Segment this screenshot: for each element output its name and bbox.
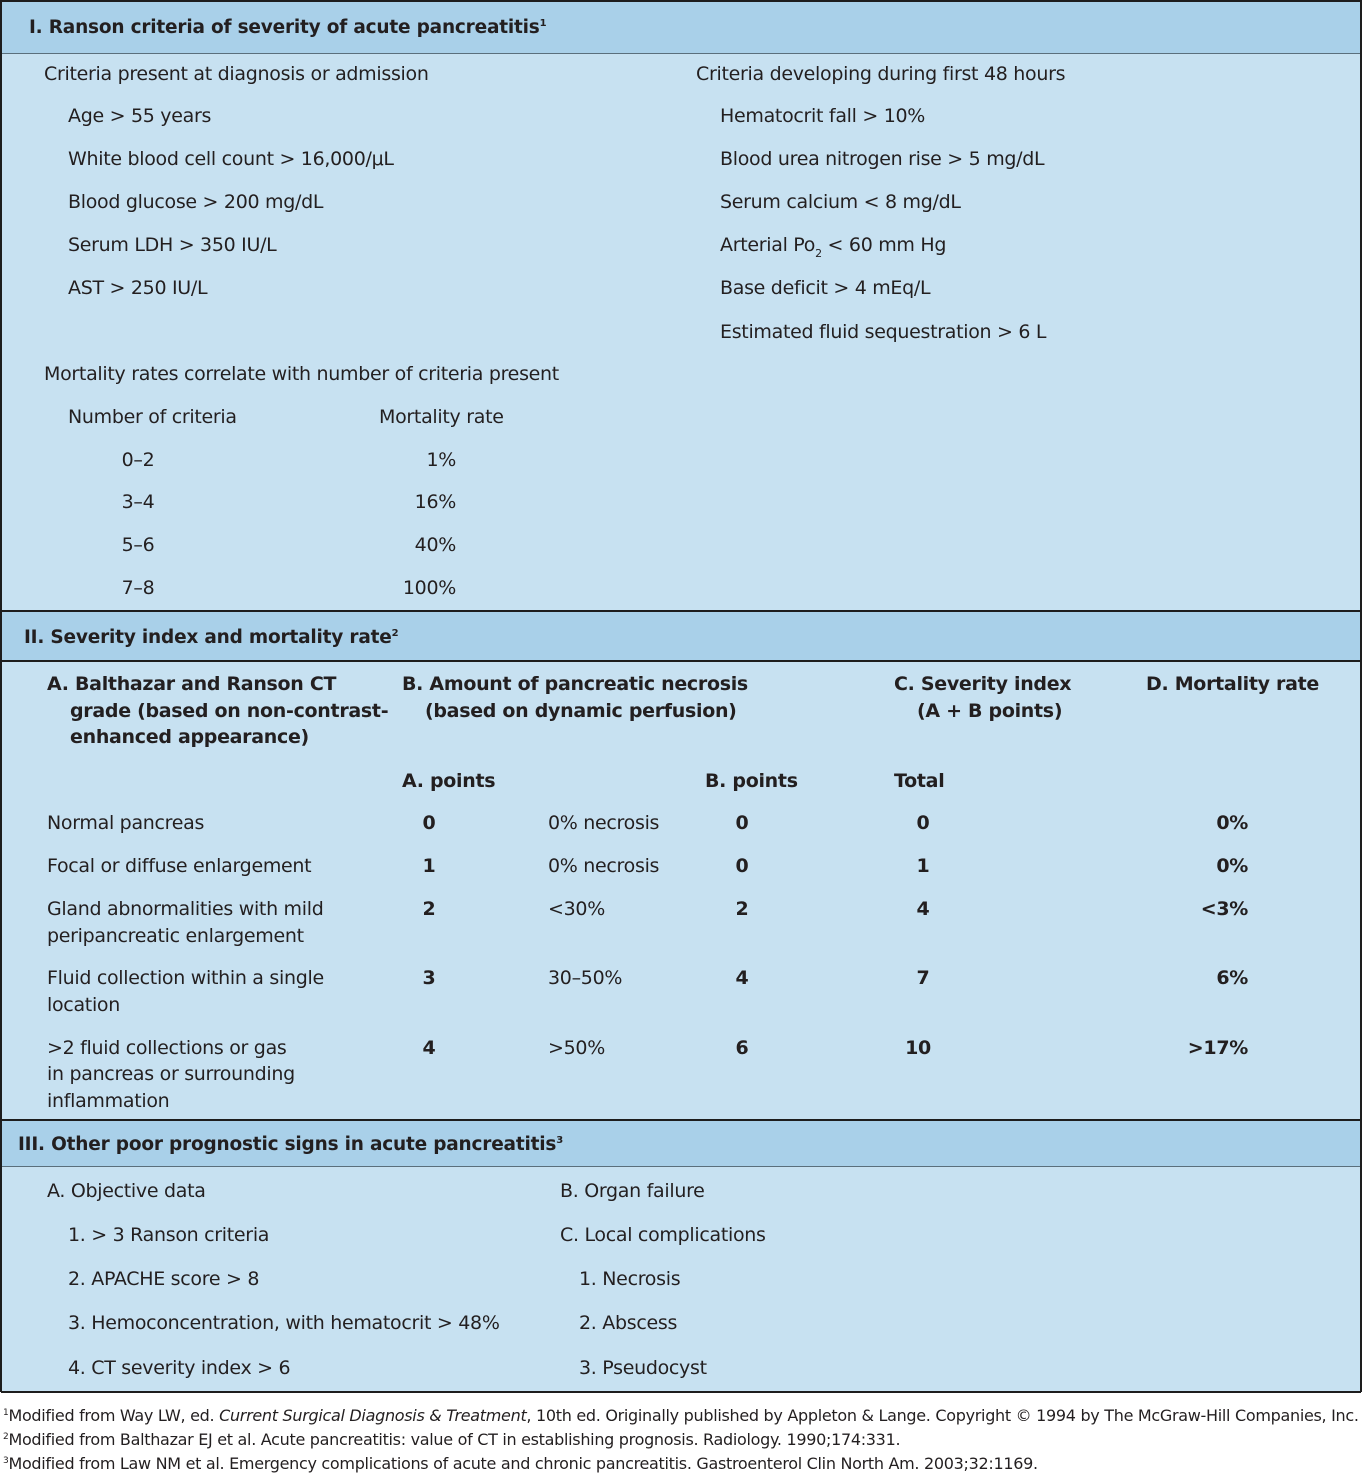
b-points-value: 0 bbox=[735, 812, 749, 834]
severity-total-value: 4 bbox=[916, 898, 930, 920]
subheader-b-points: B. points bbox=[705, 770, 798, 792]
48h-criterion: Blood urea nitrogen rise > 5 mg/dL bbox=[720, 148, 1045, 170]
ct-grade-label-cont: inflammation bbox=[47, 1090, 170, 1112]
ct-grade-label: >2 fluid collections or gas bbox=[47, 1037, 287, 1059]
ct-grade-label: Fluid collection within a single bbox=[47, 967, 324, 989]
mortality-value: >17% bbox=[1187, 1037, 1248, 1059]
col-b-header-line1: B. Amount of pancreatic necrosis bbox=[402, 673, 748, 695]
col-c-header-line2: (A + B points) bbox=[917, 700, 1063, 722]
mortality-value: <3% bbox=[1200, 898, 1248, 920]
organ-failure-heading: B. Organ failure bbox=[560, 1180, 705, 1202]
mortality-value: 0% bbox=[1216, 855, 1248, 877]
necrosis-amount: >50% bbox=[548, 1037, 605, 1059]
ct-grade-label: Focal or diffuse enlargement bbox=[47, 855, 312, 877]
a-points-value: 0 bbox=[422, 812, 436, 834]
left-border bbox=[0, 0, 2, 1392]
48h-criterion: Base deficit > 4 mEq/L bbox=[720, 277, 931, 299]
b-points-value: 4 bbox=[735, 967, 749, 989]
mortality-rate-value: 40% bbox=[414, 534, 456, 556]
section1-body bbox=[1, 53, 1360, 610]
necrosis-amount: 0% necrosis bbox=[548, 855, 660, 877]
ct-grade-label: Normal pancreas bbox=[47, 812, 205, 834]
admission-criterion: Blood glucose > 200 mg/dL bbox=[68, 191, 324, 213]
subheader-a-points: A. points bbox=[402, 770, 496, 792]
necrosis-amount: 30–50% bbox=[548, 967, 623, 989]
mortality-criteria-value: 3–4 bbox=[121, 491, 155, 513]
a-points-value: 4 bbox=[422, 1037, 436, 1059]
severity-total-value: 1 bbox=[916, 855, 930, 877]
severity-total-value: 10 bbox=[905, 1037, 931, 1059]
objective-data-item: 4. CT severity index > 6 bbox=[68, 1357, 291, 1379]
48h-criterion: Estimated fluid sequestration > 6 L bbox=[720, 321, 1047, 343]
local-complication-item: 1. Necrosis bbox=[579, 1268, 681, 1290]
mortality-col-rate: Mortality rate bbox=[379, 406, 504, 428]
objective-data-heading: A. Objective data bbox=[47, 1180, 206, 1202]
admission-criterion: Serum LDH > 350 IU/L bbox=[68, 234, 277, 256]
48h-criteria-heading: Criteria developing during first 48 hours bbox=[696, 63, 1066, 85]
local-complication-item: 2. Abscess bbox=[579, 1312, 678, 1334]
mortality-criteria-value: 7–8 bbox=[121, 577, 155, 599]
ct-grade-label-cont: in pancreas or surrounding bbox=[47, 1063, 295, 1085]
col-a-header-line2: grade (based on non-contrast- bbox=[70, 700, 389, 722]
a-points-value: 3 bbox=[422, 967, 436, 989]
objective-data-item: 2. APACHE score > 8 bbox=[68, 1268, 260, 1290]
b-points-value: 6 bbox=[735, 1037, 749, 1059]
mortality-heading: Mortality rates correlate with number of criteria present bbox=[44, 363, 559, 385]
right-border bbox=[1360, 0, 1362, 1392]
section2-rule bbox=[1, 660, 1361, 662]
ct-grade-label-cont: peripancreatic enlargement bbox=[47, 925, 304, 947]
section1-title: I. Ranson criteria of severity of acute pancreatitis$^1$ bbox=[29, 17, 547, 38]
a-points-value: 2 bbox=[422, 898, 436, 920]
admission-criterion: Age > 55 years bbox=[68, 105, 212, 127]
mortality-col-criteria: Number of criteria bbox=[68, 406, 237, 428]
48h-criterion: Serum calcium < 8 mg/dL bbox=[720, 191, 961, 213]
mortality-rate-value: 100% bbox=[402, 577, 456, 599]
section3-title: III. Other poor prognostic signs in acute pancreatitis$^3$ bbox=[18, 1134, 563, 1155]
section2-title: II. Severity index and mortality rate$^2$ bbox=[24, 627, 399, 648]
subheader-total: Total bbox=[894, 770, 945, 792]
section-divider-2 bbox=[1, 1119, 1361, 1121]
mortality-value: 0% bbox=[1216, 812, 1248, 834]
footnote-3: $^3$Modified from Law NM et al. Emergency complications of acute and chronic pancreatitis. Gastroenterol Clin North Am. 2003;32:1169. bbox=[3, 1454, 1038, 1473]
col-a-header-line1: A. Balthazar and Ranson CT bbox=[47, 673, 337, 695]
local-complication-item: 3. Pseudocyst bbox=[579, 1357, 707, 1379]
ct-grade-label-cont: location bbox=[47, 994, 120, 1016]
48h-criterion: Hematocrit fall > 10% bbox=[720, 105, 926, 127]
mortality-rate-value: 1% bbox=[426, 449, 456, 471]
admission-criterion: AST > 250 IU/L bbox=[68, 277, 208, 299]
section3-rule bbox=[1, 1166, 1361, 1167]
section-divider-1 bbox=[1, 610, 1361, 612]
48h-criterion-arterial-po2: Arterial $Po_2 < 60$ mm Hg bbox=[720, 234, 947, 260]
mortality-criteria-value: 0–2 bbox=[121, 449, 155, 471]
mortality-criteria-value: 5–6 bbox=[121, 534, 155, 556]
a-points-value: 1 bbox=[422, 855, 436, 877]
col-c-header-line1: C. Severity index bbox=[894, 673, 1072, 695]
mortality-rate-value: 16% bbox=[414, 491, 456, 513]
necrosis-amount: <30% bbox=[548, 898, 605, 920]
section1-rule bbox=[1, 53, 1361, 54]
b-points-value: 0 bbox=[735, 855, 749, 877]
col-b-header-line2: (based on dynamic perfusion) bbox=[425, 700, 737, 722]
footnote-2: $^2$Modified from Balthazar EJ et al. Acute pancreatitis: value of CT in establishing prognosis. Radiology. 1990;174:331. bbox=[3, 1430, 901, 1449]
col-d-header: D. Mortality rate bbox=[1146, 673, 1320, 695]
top-rule bbox=[1, 0, 1361, 2]
objective-data-item: 1. > 3 Ranson criteria bbox=[68, 1224, 270, 1246]
ct-grade-label: Gland abnormalities with mild bbox=[47, 898, 324, 920]
mortality-value: 6% bbox=[1216, 967, 1248, 989]
severity-total-value: 7 bbox=[916, 967, 930, 989]
severity-total-value: 0 bbox=[916, 812, 930, 834]
necrosis-amount: 0% necrosis bbox=[548, 812, 660, 834]
admission-criterion: White blood cell count > 16,000/μL bbox=[68, 148, 394, 170]
objective-data-item: 3. Hemoconcentration, with hematocrit > 48% bbox=[68, 1312, 500, 1334]
b-points-value: 2 bbox=[735, 898, 749, 920]
admission-criteria-heading: Criteria present at diagnosis or admission bbox=[44, 63, 429, 85]
col-a-header-line3: enhanced appearance) bbox=[70, 726, 309, 748]
local-complications-heading: C. Local complications bbox=[560, 1224, 766, 1246]
bottom-rule bbox=[1, 1391, 1361, 1393]
footnote-1: $^1$Modified from Way LW, ed. Current Surgical Diagnosis & Treatment, 10th ed. Originally published by Appleton & Lange. Copyright © 1994 by The McGraw-Hill Companies, Inc. bbox=[3, 1406, 1359, 1425]
